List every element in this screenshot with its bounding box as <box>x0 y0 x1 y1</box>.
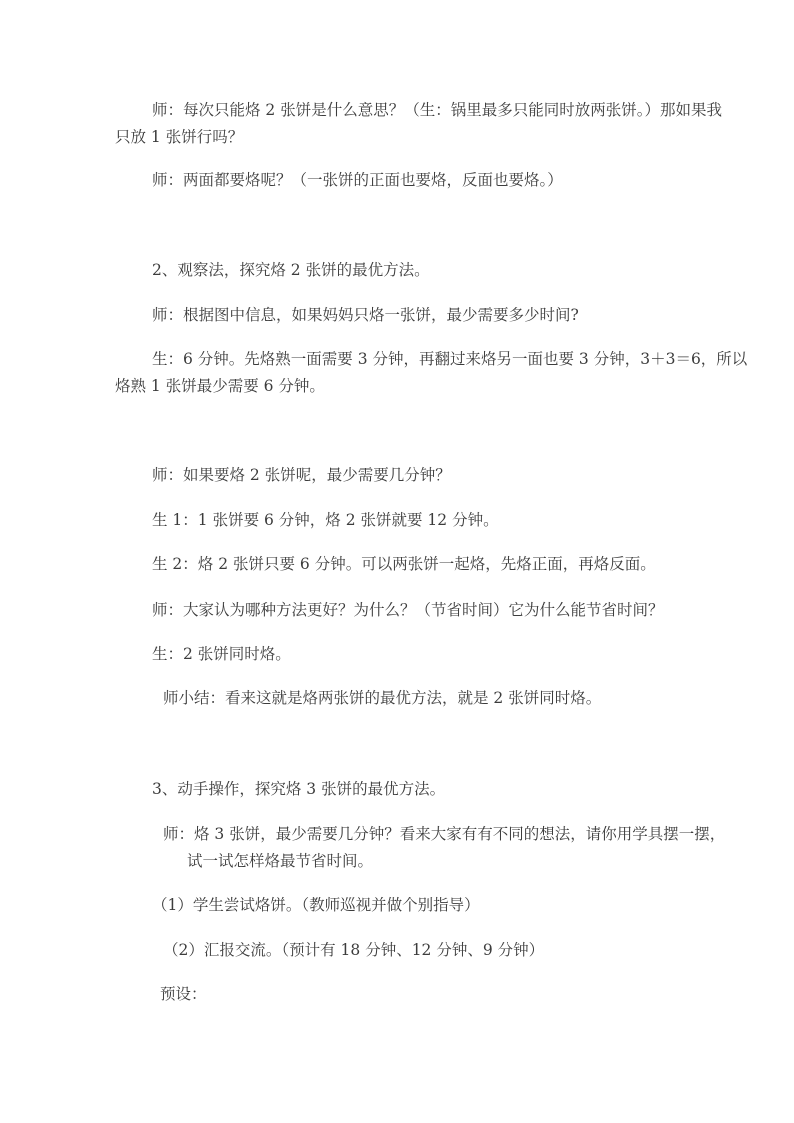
text-line: （1）学生尝试烙饼。（教师巡视并做个别指导） <box>152 896 480 914</box>
text-line: 生：6 分钟。先烙熟一面需要 3 分钟，再翻过来烙另一面也要 3 分钟，3＋3＝6，所以 <box>152 350 748 368</box>
teacher-dialogue-6 <box>115 821 755 875</box>
text-line: 只放 1 张饼行吗？ <box>115 128 244 146</box>
preset-label <box>115 981 755 1008</box>
teacher-summary <box>115 685 755 712</box>
text-line: 3、动手操作，探究烙 3 张饼的最优方法。 <box>152 780 446 798</box>
text-line: 师：两面都要烙呢？（一张饼的正面也要烙，反面也要烙。） <box>152 171 563 189</box>
text-line: 师：每次只能烙 2 张饼是什么意思？（生：锅里最多只能同时放两张饼。）那如果我 <box>152 101 722 119</box>
text-line: 师小结：看来这就是烙两张饼的最优方法，就是 2 张饼同时烙。 <box>163 689 602 707</box>
text-line: 预设： <box>160 985 207 1003</box>
section-2-heading <box>115 257 755 284</box>
text-line: 师：如果要烙 2 张饼呢，最少需要几分钟？ <box>152 466 451 484</box>
text-line: （2）汇报交流。（预计有 18 分钟、12 分钟、9 分钟） <box>163 941 545 959</box>
section-3-heading <box>115 776 755 803</box>
teacher-dialogue-2 <box>115 167 755 194</box>
text-line: 生 1：1 张饼要 6 分钟，烙 2 张饼就要 12 分钟。 <box>152 511 499 529</box>
student-2-answer <box>115 551 755 578</box>
step-1-item <box>115 892 755 919</box>
text-line: 烙熟 1 张饼最少需要 6 分钟。 <box>115 377 325 395</box>
student-answer-2 <box>115 641 755 668</box>
student-1-answer <box>115 507 755 534</box>
student-answer-1 <box>115 346 755 400</box>
text-line: 师：大家认为哪种方法更好？为什么？（节省时间）它为什么能节省时间？ <box>152 601 664 619</box>
teacher-dialogue-5 <box>115 597 755 624</box>
text-line: 生：2 张饼同时烙。 <box>152 645 291 663</box>
text-line: 师：根据图中信息，如果妈妈只烙一张饼，最少需要多少时间? <box>152 306 579 324</box>
text-line: 师：烙 3 张饼，最少需要几分钟？看来大家有有不同的想法，请你用学具摆一摆， <box>163 825 726 843</box>
teacher-dialogue-4 <box>115 462 755 489</box>
teacher-dialogue-1 <box>115 97 755 151</box>
text-line: 2、观察法，探究烙 2 张饼的最优方法。 <box>152 261 430 279</box>
text-line: 试一试怎样烙最节省时间。 <box>187 852 374 870</box>
text-line: 生 2：烙 2 张饼只要 6 分钟。可以两张饼一起烙，先烙正面，再烙反面。 <box>152 555 656 573</box>
step-2-item <box>115 937 755 964</box>
teacher-dialogue-3 <box>115 302 755 329</box>
